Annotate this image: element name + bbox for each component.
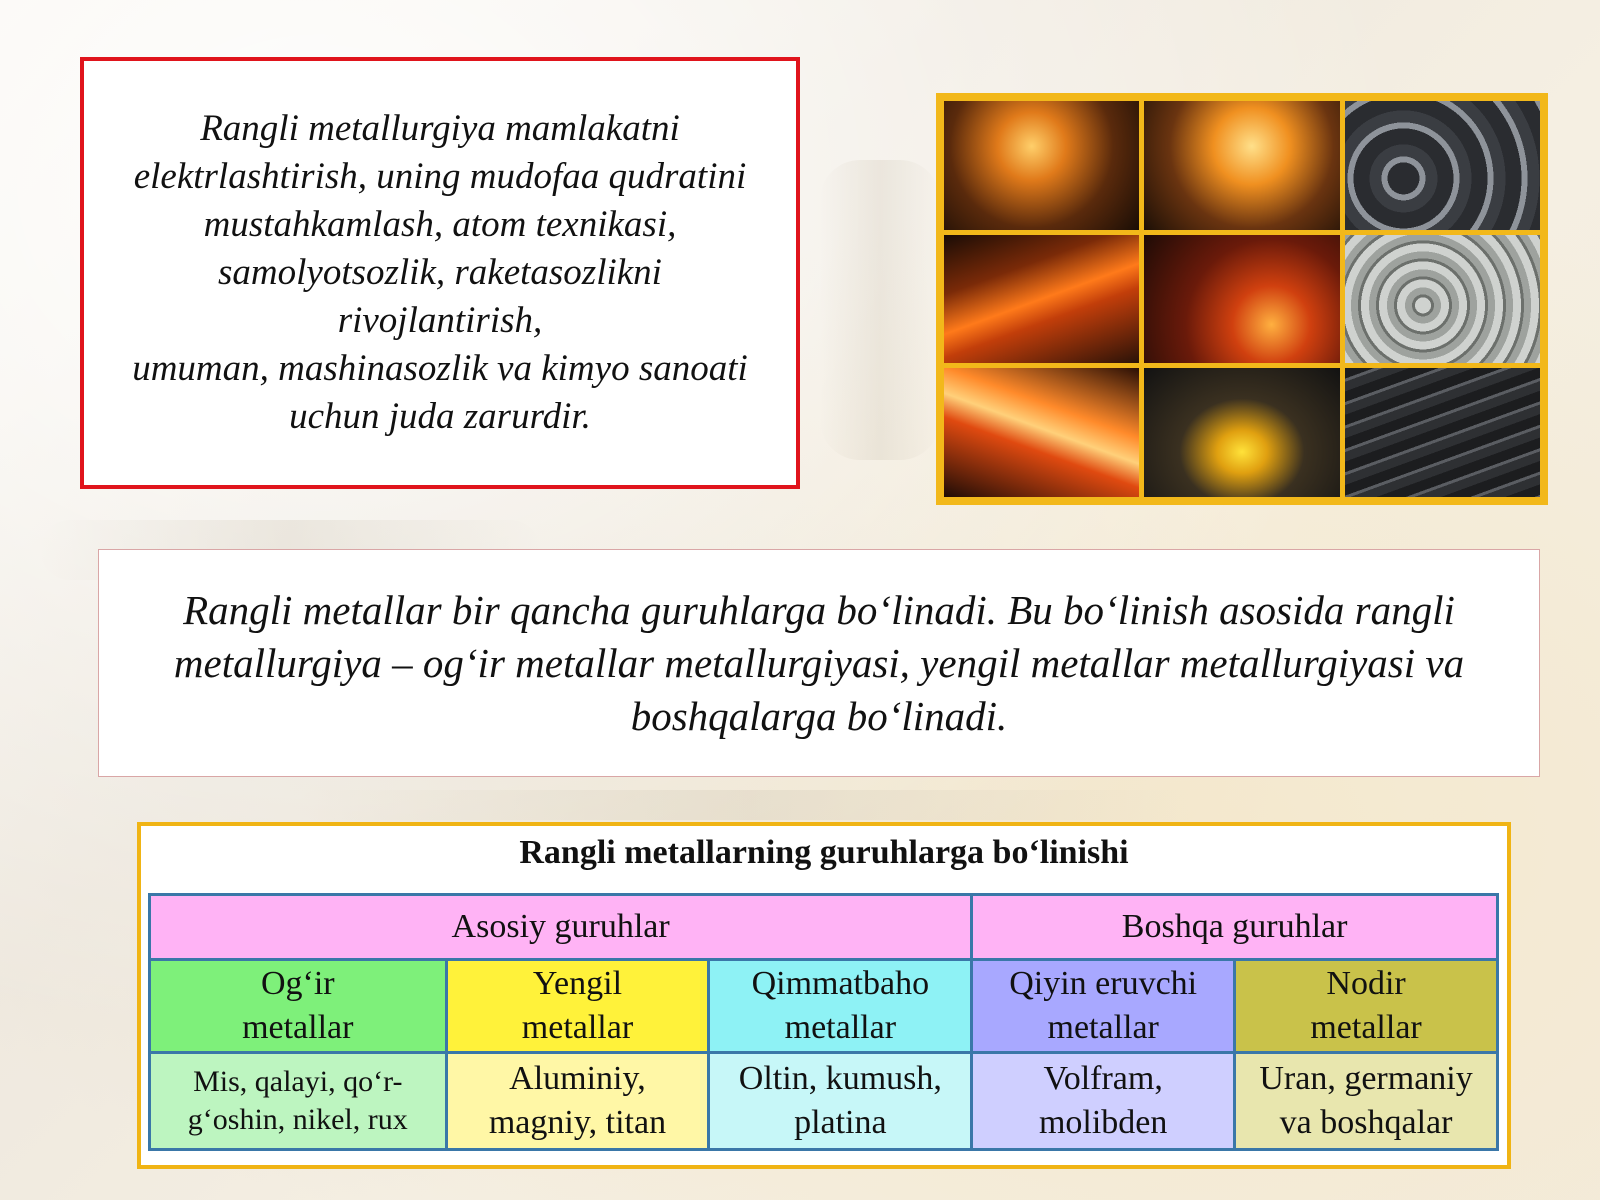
bars-bundle-photo: [1345, 235, 1540, 364]
pipes-photo: [1345, 101, 1540, 230]
group-name-cell: Yengil metallar: [446, 960, 709, 1053]
rolling-mill-photo: [1144, 235, 1339, 364]
main-groups-header: Asosiy guruhlar: [150, 895, 972, 960]
group-name-cell: Nodir metallar: [1235, 960, 1498, 1053]
groups-description-box: [98, 549, 1540, 777]
examples-cell: Uran, germaniy va boshqalar: [1235, 1053, 1498, 1150]
table-title: Rangli metallarning guruhlarga bo‘linishi: [519, 834, 1129, 871]
groups-table-frame: [137, 822, 1511, 1169]
table-header-row: [150, 895, 1498, 960]
background-streak: [820, 160, 940, 460]
examples-cell: Oltin, kumush, platina: [709, 1053, 972, 1150]
intro-paragraph: [132, 105, 748, 441]
group-name-cell: Qiyin eruvchi metallar: [972, 960, 1235, 1053]
examples-cell: Aluminiy, magniy, titan: [446, 1053, 709, 1150]
furnace-photo: [944, 101, 1139, 230]
hot-rollers-photo: [944, 368, 1139, 497]
ladle-photo: [1144, 101, 1339, 230]
description-line: boshqalarga bo‘linadi.: [630, 692, 1008, 739]
intro-line: umuman, mashinasozlik va kimyo sanoati: [132, 348, 748, 389]
group-name-cell: Og‘ir metallar: [150, 960, 447, 1053]
description-line: metallurgiya – og‘ir metallar metallurgiyasi, yengil metallar metallurgiyasi va: [173, 639, 1465, 686]
group-name-cell: Qimmatbaho metallar: [709, 960, 972, 1053]
hot-slab-photo: [944, 235, 1139, 364]
examples-cell: Volfram, molibden: [972, 1053, 1235, 1150]
metal-groups-table: [148, 893, 1499, 1151]
table-row: [150, 960, 1498, 1053]
glowing-discs-photo: [1144, 368, 1339, 497]
rebar-photo: [1345, 368, 1540, 497]
groups-description: [174, 584, 1464, 743]
intro-text-box: [80, 57, 800, 489]
examples-cell: Mis, qalayi, qo‘r- g‘oshin, nikel, rux: [150, 1053, 447, 1150]
intro-line: samolyotsozlik, raketasozlikni: [218, 252, 662, 293]
intro-line: Rangli metallurgiya mamlakatni: [200, 108, 680, 149]
background-streak: [300, 790, 1200, 820]
table-row: [150, 1053, 1498, 1150]
other-groups-header: Boshqa guruhlar: [972, 895, 1498, 960]
description-line: Rangli metallar bir qancha guruhlarga bo‘linadi. Bu bo‘linish asosida rangli: [183, 586, 1455, 633]
intro-line: rivojlantirish,: [337, 300, 543, 341]
intro-line: uchun juda zarurdir.: [289, 396, 591, 437]
intro-line: elektrlashtirish, uning mudofaa qudratini: [133, 156, 747, 197]
intro-line: mustahkamlash, atom texnikasi,: [203, 204, 677, 245]
metallurgy-photo-collage: [936, 93, 1548, 505]
